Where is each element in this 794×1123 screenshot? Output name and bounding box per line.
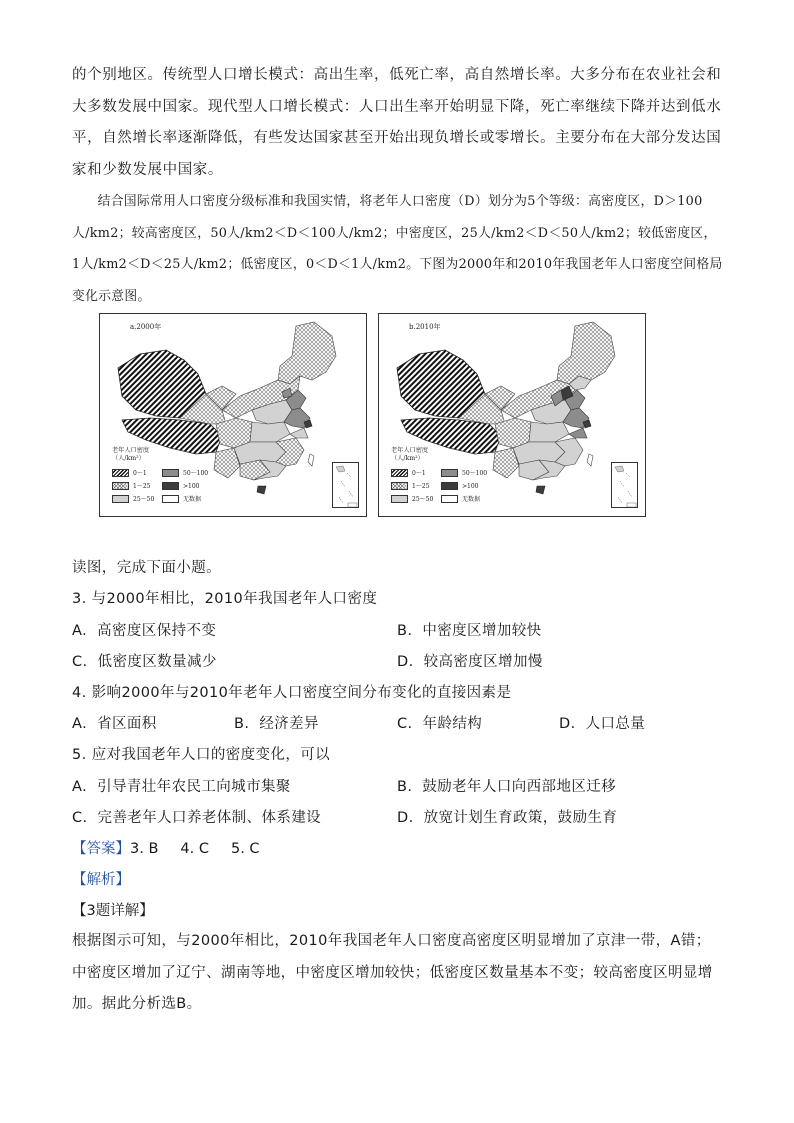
q5-option-d[interactable]: D. 放宽计划生育政策，鼓励生育 xyxy=(397,810,618,826)
map-2010-panel: b.2010年 老年人口密度（人/km²） 0～1 1～25 25～50 50～100 >100 无数据 xyxy=(378,313,646,517)
swatch-light-icon xyxy=(112,495,129,503)
south-sea-icon xyxy=(612,463,639,509)
south-china-sea-inset xyxy=(611,462,638,508)
region-central xyxy=(250,422,290,442)
q3-option-a[interactable]: A. 高密度区保持不变 xyxy=(72,623,217,639)
region-northeast xyxy=(557,322,615,384)
q4-option-d[interactable]: D. 人口总量 xyxy=(559,716,646,732)
region-hainan xyxy=(257,486,266,494)
swatch-mid-icon xyxy=(441,469,458,477)
intro-paragraph-2 xyxy=(72,186,724,312)
detail-label: 【3题详解】 xyxy=(72,903,154,919)
region-taiwan xyxy=(308,454,314,466)
answer-5: 5. C xyxy=(230,841,260,857)
q4-option-c[interactable]: C. 年龄结构 xyxy=(397,716,483,732)
map-2000-legend-title: 老年人口密度（人/km²） xyxy=(112,447,150,462)
question-3-stem: 3. 与2000年相比，2010年我国老年人口密度 xyxy=(72,591,378,607)
answer-4: 4. C xyxy=(180,841,209,857)
region-taiwan xyxy=(587,454,593,466)
map-2000-panel: a.2000年 老年人口密度（人/km²） 0～1 1～25 25～50 50～100 >100 无数据 xyxy=(99,313,367,517)
south-sea-icon xyxy=(333,463,360,509)
swatch-blank-icon xyxy=(441,495,458,503)
q4-option-b[interactable]: B. 经济差异 xyxy=(234,716,319,732)
q5-option-c[interactable]: C. 完善老年人口养老体制、体系建设 xyxy=(72,810,322,826)
intro-paragraph-1 xyxy=(72,60,724,186)
region-central xyxy=(529,422,569,442)
intro-text-1: 的个别地区。传统型人口增长模式：高出生率，低死亡率，高自然增长率。大多分布在农业社会和大多数发展中国家。现代型人口增长模式：人口出生率开始明显下降，死亡率继续下降并达到低水平，自然增长率逐渐降低，有些发达国家甚至开始出现负增长或零增长。主要分布在大部分发达国家和少数发展中国家。 xyxy=(72,67,722,178)
region-hainan xyxy=(536,486,545,494)
region-zhejiang xyxy=(569,428,587,438)
swatch-cross-icon xyxy=(391,482,408,490)
region-zhejiang xyxy=(290,428,308,438)
q5-option-b[interactable]: B. 鼓励老年人口向西部地区迁移 xyxy=(397,779,617,795)
q3-option-b[interactable]: B. 中密度区增加较快 xyxy=(397,623,542,639)
swatch-dark-icon xyxy=(441,482,458,490)
question-5-stem: 5. 应对我国老年人口的密度变化，可以 xyxy=(72,747,331,763)
swatch-blank-icon xyxy=(162,495,179,503)
map-2010-title: b.2010年 xyxy=(409,323,441,331)
q4-option-a[interactable]: A. 省区面积 xyxy=(72,716,157,732)
answer-line xyxy=(72,837,282,858)
q3-option-c[interactable]: C. 低密度区数量减少 xyxy=(72,654,217,670)
south-china-sea-inset xyxy=(332,462,359,508)
analysis-label: 【解析】 xyxy=(72,872,130,888)
swatch-hatch-icon xyxy=(391,469,408,477)
swatch-light-icon xyxy=(391,495,408,503)
intro-text-2: 结合国际常用人口密度分级标准和我国实情，将老年人口密度（D）划分为5个等级：高密度区，D＞100人/km2；较高密度区，50人/km2＜D＜100人/km2；中密度区，25人/km2＜D＜50人/km2；较低密度区，1人/km2＜D＜25人/km2；低密度区，0＜D＜1人/km2。下图为2000年和2010年我国老年人口密度空间格局变化示意图。 xyxy=(72,194,723,304)
swatch-hatch-icon xyxy=(112,469,129,477)
map-2010-legend-title: 老年人口密度（人/km²） xyxy=(391,447,429,462)
explanation-block xyxy=(72,926,724,1021)
question-4-stem: 4. 影响2000年与2010年老年人口密度空间分布变化的直接因素是 xyxy=(72,685,512,701)
swatch-dark-icon xyxy=(162,482,179,490)
region-northeast xyxy=(278,322,336,384)
map-2000-title: a.2000年 xyxy=(130,323,162,331)
explanation-text: 根据图示可知，与2000年相比，2010年我国老年人口密度高密度区明显增加了京津一带，A错；中密度区增加了辽宁、湖南等地，中密度区增加较快；低密度区数量基本不变；较高密度区明显增加。据此分析选B。 xyxy=(72,933,713,1012)
swatch-mid-icon xyxy=(162,469,179,477)
answer-3: 3. B xyxy=(130,841,159,857)
read-prompt: 读图，完成下面小题。 xyxy=(72,560,221,576)
q3-option-d[interactable]: D. 较高密度区增加慢 xyxy=(397,654,543,670)
swatch-cross-icon xyxy=(112,482,129,490)
answer-label: 【答案】 xyxy=(72,841,130,857)
q5-option-a[interactable]: A. 引导青壮年农民工向城市集聚 xyxy=(72,779,291,795)
